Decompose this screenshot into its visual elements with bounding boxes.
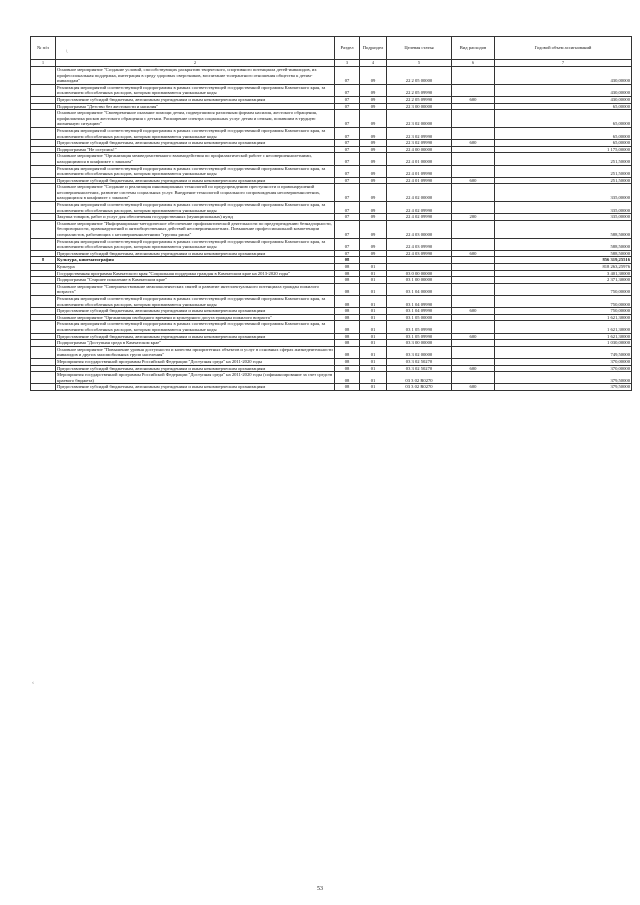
- table-row: [31, 250, 632, 257]
- index-cell: 3: [335, 60, 360, 67]
- table-row: [31, 67, 632, 85]
- row-subsection-cell: 09: [360, 127, 387, 139]
- row-expense-type-cell: 600: [452, 250, 495, 257]
- table-row: [31, 372, 632, 384]
- row-num-cell: [31, 321, 56, 333]
- table-row: [31, 220, 632, 238]
- row-name-cell: Реализация мероприятий соответствующей подпрограммы в рамках соответствующей государственной программы Камчатского края, за исключением обособленных расходов, которым присваиваются уникальные коды: [56, 165, 335, 177]
- row-expense-type-cell: [452, 372, 495, 384]
- header-cell-amount: Годовой объем ассигнований: [495, 37, 632, 60]
- row-amount-cell: 750,00000: [495, 308, 632, 315]
- row-target-item-cell: 22 4 02 09990: [387, 214, 452, 221]
- row-num-cell: [31, 270, 56, 277]
- page-number: 53: [317, 886, 323, 892]
- row-expense-type-cell: [452, 153, 495, 165]
- row-amount-cell: 65,00000: [495, 110, 632, 128]
- row-name-cell: Подпрограмма "Старшее поколение в Камчатском крае": [56, 277, 335, 284]
- row-amount-cell: 379,50000: [495, 372, 632, 384]
- row-name-cell: Подпрограмма "Не оступись!": [56, 146, 335, 153]
- row-target-item-cell: 03 3 02 50270: [387, 365, 452, 372]
- row-subsection-cell: 09: [360, 184, 387, 202]
- row-section-cell: 07: [335, 214, 360, 221]
- table-row: [31, 140, 632, 147]
- row-name-cell: Основное мероприятие "Своевременное оказание помощи детям, подвергшимся различным формам насилия, жестокого обращения, профилактика рисков жестокого обращения с детьми. Расширение спектра социальных услуг детям и семьям, попавшим в трудную жизненную ситуацию": [56, 110, 335, 128]
- row-amount-cell: 750,00000: [495, 295, 632, 307]
- row-section-cell: 07: [335, 184, 360, 202]
- row-name-cell: Основное мероприятие "Создание условий, способствующих раскрытию творческого, спортивного потенциала детей-инвалидов, их профессиональная поддержка, интеграция в среду здоровых сверстников, воспитание толерантного отношения общества к детям-инвалидам": [56, 67, 335, 85]
- row-section-cell: 08: [335, 295, 360, 307]
- table-row: [31, 295, 632, 307]
- row-target-item-cell: 22 3 02 09990: [387, 140, 452, 147]
- row-subsection-cell: 09: [360, 110, 387, 128]
- row-expense-type-cell: 600: [452, 96, 495, 103]
- index-cell: 6: [452, 60, 495, 67]
- row-section-cell: 07: [335, 202, 360, 214]
- row-expense-type-cell: [452, 277, 495, 284]
- row-name-cell: Подпрограмма "Доступная среда в Камчатском крае": [56, 340, 335, 347]
- row-amount-cell: 1 621,30000: [495, 314, 632, 321]
- row-name-cell: Основное мероприятие "Создание и реализация инновационных технологий по предупреждению преступности и правонарушений несовершеннолетних, развитие системы социальных услуг. Внедрение технологий социального сопровождения несовершеннолетних, находящихся в конфликте с законом": [56, 184, 335, 202]
- row-section-cell: 08: [335, 321, 360, 333]
- row-num-cell: [31, 333, 56, 340]
- row-expense-type-cell: [452, 314, 495, 321]
- table-row: [31, 340, 632, 347]
- row-name-cell: Мероприятия государственной программы Российской Федерации "Доступная среда" на 2011-2020 годы (софинансирование за счет средств краевого бюджета): [56, 372, 335, 384]
- row-num-cell: [31, 214, 56, 221]
- row-section-cell: 08: [335, 358, 360, 365]
- row-name-cell: Предоставление субсидий бюджетным, автономным учреждениям и иным некоммерческим организациям: [56, 140, 335, 147]
- row-num-cell: [31, 365, 56, 372]
- row-section-cell: 08: [335, 277, 360, 284]
- row-subsection-cell: 01: [360, 314, 387, 321]
- row-expense-type-cell: [452, 67, 495, 85]
- row-num-cell: [31, 264, 56, 271]
- row-section-cell: 08: [335, 340, 360, 347]
- row-expense-type-cell: 600: [452, 140, 495, 147]
- row-name-cell: Основное мероприятие "Информационно-методическое обеспечение профилактической деятельности по предупреждению безнадзорности, беспризорности, правонарушений и антиобщественных действий несовершеннолетних. Повышение профессиональной компетенции специалистов, работающих с несовершеннолетними "группы риска": [56, 220, 335, 238]
- row-amount-cell: 65,00000: [495, 127, 632, 139]
- table-row: [31, 127, 632, 139]
- row-subsection-cell: 01: [360, 372, 387, 384]
- row-amount-cell: 588,50000: [495, 220, 632, 238]
- row-amount-cell: 379,50000: [495, 384, 632, 391]
- row-name-cell: Мероприятия государственной программы Российской Федерации "Доступная среда" на 2011-2020 годы: [56, 358, 335, 365]
- table-row: [31, 283, 632, 295]
- row-num-cell: [31, 184, 56, 202]
- row-num-cell: [31, 84, 56, 96]
- row-section-cell: 07: [335, 146, 360, 153]
- row-num-cell: [31, 165, 56, 177]
- header-cell-subsection: Подраздел: [360, 37, 387, 60]
- row-expense-type-cell: [452, 184, 495, 202]
- row-section-cell: 07: [335, 238, 360, 250]
- row-subsection-cell: 01: [360, 283, 387, 295]
- row-target-item-cell: 03 0 00 00000: [387, 270, 452, 277]
- row-num-cell: [31, 177, 56, 184]
- table-row: [31, 384, 632, 391]
- row-name-cell: Культура, кинематография: [56, 257, 335, 264]
- row-num-cell: [31, 277, 56, 284]
- row-num-cell: [31, 96, 56, 103]
- row-target-item-cell: 03 1 05 09990: [387, 321, 452, 333]
- table-row: [31, 346, 632, 358]
- row-target-item-cell: 03 1 05 09990: [387, 333, 452, 340]
- row-target-item-cell: 22 4 03 09990: [387, 250, 452, 257]
- row-target-item-cell: 03 3 02 50270: [387, 358, 452, 365]
- row-expense-type-cell: [452, 270, 495, 277]
- row-amount-cell: 430,00000: [495, 84, 632, 96]
- row-target-item-cell: 22 4 01 00000: [387, 153, 452, 165]
- index-cell: 4: [360, 60, 387, 67]
- row-expense-type-cell: [452, 84, 495, 96]
- row-subsection-cell: 09: [360, 96, 387, 103]
- row-target-item-cell: 22 2 05 09990: [387, 96, 452, 103]
- row-target-item-cell: 22 3 02 09990: [387, 127, 452, 139]
- table-row: [31, 333, 632, 340]
- table-row: [31, 314, 632, 321]
- table-row: [31, 96, 632, 103]
- row-amount-cell: 65,00000: [495, 103, 632, 110]
- table-row: [31, 177, 632, 184]
- row-expense-type-cell: [452, 346, 495, 358]
- row-subsection-cell: 01: [360, 295, 387, 307]
- row-name-cell: Государственная программа Камчатского края "Социальная поддержка граждан в Камчатском крае на 2013-2020 годы": [56, 270, 335, 277]
- row-target-item-cell: 03 3 02 R0270: [387, 372, 452, 384]
- row-num-cell: [31, 340, 56, 347]
- row-name-cell: Предоставление субсидий бюджетным, автономным учреждениям и иным некоммерческим организациям: [56, 308, 335, 315]
- row-num-cell: [31, 314, 56, 321]
- row-subsection-cell: 01: [360, 340, 387, 347]
- index-cell: 1: [31, 60, 56, 67]
- row-num-cell: [31, 140, 56, 147]
- row-target-item-cell: 22 2 05 00000: [387, 67, 452, 85]
- row-subsection-cell: 01: [360, 321, 387, 333]
- row-expense-type-cell: [452, 110, 495, 128]
- row-expense-type-cell: [452, 358, 495, 365]
- header-scan-mark: \: [66, 50, 68, 55]
- row-section-cell: 08: [335, 333, 360, 340]
- row-section-cell: 08: [335, 372, 360, 384]
- row-num-cell: [31, 67, 56, 85]
- row-amount-cell: 750,00000: [495, 283, 632, 295]
- row-expense-type-cell: [452, 238, 495, 250]
- row-target-item-cell: 03 1 04 09990: [387, 308, 452, 315]
- table-row: [31, 264, 632, 271]
- row-target-item-cell: [387, 257, 452, 264]
- row-expense-type-cell: 600: [452, 365, 495, 372]
- row-num-cell: [31, 295, 56, 307]
- row-target-item-cell: 22 4 00 00000: [387, 146, 452, 153]
- row-section-cell: 07: [335, 96, 360, 103]
- table-row: [31, 308, 632, 315]
- row-expense-type-cell: [452, 165, 495, 177]
- table-row: [31, 153, 632, 165]
- row-expense-type-cell: 600: [452, 384, 495, 391]
- row-amount-cell: 370,00000: [495, 358, 632, 365]
- row-expense-type-cell: [452, 220, 495, 238]
- row-name-cell: Реализация мероприятий соответствующей подпрограммы в рамках соответствующей государственной программы Камчатского края, за исключением обособленных расходов, которым присваиваются уникальные коды: [56, 295, 335, 307]
- row-num-cell: [31, 308, 56, 315]
- row-subsection-cell: 09: [360, 140, 387, 147]
- row-target-item-cell: 22 4 01 09990: [387, 165, 452, 177]
- row-expense-type-cell: 600: [452, 333, 495, 340]
- row-subsection-cell: 09: [360, 84, 387, 96]
- row-subsection-cell: 09: [360, 67, 387, 85]
- row-amount-cell: 2 371,30000: [495, 277, 632, 284]
- header-cell-target-item: Целевая статья: [387, 37, 452, 60]
- row-name-cell: Реализация мероприятий соответствующей подпрограммы в рамках соответствующей государственной программы Камчатского края, за исключением обособленных расходов, которым присваиваются уникальные коды: [56, 238, 335, 250]
- table-row: [31, 270, 632, 277]
- row-subsection-cell: 01: [360, 365, 387, 372]
- row-subsection-cell: 01: [360, 308, 387, 315]
- row-expense-type-cell: [452, 321, 495, 333]
- table-row: [31, 146, 632, 153]
- row-expense-type-cell: 600: [452, 308, 495, 315]
- table-row: [31, 110, 632, 128]
- row-expense-type-cell: 200: [452, 214, 495, 221]
- row-amount-cell: 1 621,30000: [495, 333, 632, 340]
- row-name-cell: Культура: [56, 264, 335, 271]
- row-target-item-cell: 22 4 01 09990: [387, 177, 452, 184]
- row-amount-cell: 588,50000: [495, 250, 632, 257]
- row-target-item-cell: 22 3 02 00000: [387, 110, 452, 128]
- row-expense-type-cell: [452, 257, 495, 264]
- row-section-cell: 07: [335, 177, 360, 184]
- row-subsection-cell: 09: [360, 202, 387, 214]
- row-name-cell: Реализация мероприятий соответствующей подпрограммы в рамках соответствующей государственной программы Камчатского края, за исключением обособленных расходов, которым присваиваются уникальные коды: [56, 84, 335, 96]
- row-section-cell: 08: [335, 308, 360, 315]
- row-name-cell: Предоставление субсидий бюджетным, автономным учреждениям и иным некоммерческим организациям: [56, 365, 335, 372]
- row-subsection-cell: 09: [360, 146, 387, 153]
- row-amount-cell: 65,00000: [495, 140, 632, 147]
- row-section-cell: 07: [335, 103, 360, 110]
- row-amount-cell: 1 621,30000: [495, 321, 632, 333]
- row-num-cell: [31, 220, 56, 238]
- table-row: [31, 358, 632, 365]
- row-amount-cell: 335,00000: [495, 184, 632, 202]
- row-num-cell: [31, 238, 56, 250]
- row-expense-type-cell: [452, 340, 495, 347]
- row-subsection-cell: 09: [360, 214, 387, 221]
- row-expense-type-cell: [452, 202, 495, 214]
- budget-table: [30, 36, 632, 391]
- row-amount-cell: 251,50000: [495, 165, 632, 177]
- table-row: [31, 84, 632, 96]
- row-section-cell: 07: [335, 84, 360, 96]
- row-name-cell: Предоставление субсидий бюджетным, автономным учреждениям и иным некоммерческим организациям: [56, 177, 335, 184]
- row-name-cell: Предоставление субсидий бюджетным, автономным учреждениям и иным некоммерческим организациям: [56, 384, 335, 391]
- row-name-cell: Основное мероприятие "Совершенствование межпоколенческих связей и развитие интеллектуального потенциала граждан пожилого возраста": [56, 283, 335, 295]
- table-row: [31, 202, 632, 214]
- row-num-cell: [31, 358, 56, 365]
- row-num-cell: [31, 103, 56, 110]
- row-expense-type-cell: [452, 264, 495, 271]
- row-expense-type-cell: [452, 146, 495, 153]
- row-section-cell: 08: [335, 283, 360, 295]
- row-target-item-cell: 03 3 00 00000: [387, 340, 452, 347]
- table-row: [31, 238, 632, 250]
- row-section-cell: 08: [335, 270, 360, 277]
- row-amount-cell: 818 263,25976: [495, 264, 632, 271]
- row-amount-cell: 749,50000: [495, 346, 632, 358]
- row-section-cell: 07: [335, 140, 360, 147]
- row-expense-type-cell: [452, 295, 495, 307]
- row-amount-cell: 588,50000: [495, 238, 632, 250]
- row-num-cell: [31, 110, 56, 128]
- row-amount-cell: 3 401,30000: [495, 270, 632, 277]
- row-num-cell: [31, 202, 56, 214]
- row-expense-type-cell: [452, 103, 495, 110]
- row-subsection-cell: 09: [360, 103, 387, 110]
- row-subsection-cell: 09: [360, 220, 387, 238]
- row-target-item-cell: 22 4 03 00000: [387, 220, 452, 238]
- row-name-cell: Подпрограмма "Детство без жестокости и насилия": [56, 103, 335, 110]
- row-name-cell: Основное мероприятие "Организация межведомственного взаимодействия по профилактической работе с несовершеннолетними, находящимися в конфликте с законом": [56, 153, 335, 165]
- row-amount-cell: 856 319,25516: [495, 257, 632, 264]
- row-target-item-cell: 03 3 02 00000: [387, 346, 452, 358]
- index-cell: 7: [495, 60, 632, 67]
- row-amount-cell: 251,50000: [495, 177, 632, 184]
- row-section-cell: 07: [335, 110, 360, 128]
- row-num-cell: [31, 153, 56, 165]
- row-num-cell: [31, 372, 56, 384]
- row-section-cell: 08: [335, 314, 360, 321]
- row-expense-type-cell: 600: [452, 177, 495, 184]
- row-target-item-cell: 22 2 05 09990: [387, 84, 452, 96]
- row-section-cell: 08: [335, 365, 360, 372]
- row-name-cell: Предоставление субсидий бюджетным, автономным учреждениям и иным некоммерческим организациям: [56, 96, 335, 103]
- row-target-item-cell: 22 4 03 09990: [387, 238, 452, 250]
- row-num-cell: [31, 127, 56, 139]
- row-section-cell: 07: [335, 153, 360, 165]
- row-num-cell: 8: [31, 257, 56, 264]
- row-subsection-cell: 09: [360, 153, 387, 165]
- row-subsection-cell: 01: [360, 384, 387, 391]
- table-row: [31, 257, 632, 264]
- row-section-cell: 07: [335, 220, 360, 238]
- row-section-cell: 08: [335, 346, 360, 358]
- row-amount-cell: 370,00000: [495, 365, 632, 372]
- row-target-item-cell: 22 3 00 00000: [387, 103, 452, 110]
- row-section-cell: 08: [335, 257, 360, 264]
- row-subsection-cell: 09: [360, 250, 387, 257]
- row-num-cell: [31, 384, 56, 391]
- table-row: [31, 103, 632, 110]
- row-num-cell: [31, 146, 56, 153]
- row-amount-cell: 335,00000: [495, 202, 632, 214]
- row-target-item-cell: 22 4 02 00000: [387, 184, 452, 202]
- row-amount-cell: 1 175,00000: [495, 146, 632, 153]
- table-row: [31, 277, 632, 284]
- row-target-item-cell: 03 1 04 09990: [387, 295, 452, 307]
- index-cell: 2: [56, 60, 335, 67]
- index-cell: 5: [387, 60, 452, 67]
- row-subsection-cell: [360, 257, 387, 264]
- table-header: [31, 37, 632, 67]
- row-subsection-cell: 01: [360, 270, 387, 277]
- table-row: [31, 184, 632, 202]
- header-cell-name: [56, 37, 335, 60]
- row-expense-type-cell: [452, 283, 495, 295]
- row-name-cell: Реализация мероприятий соответствующей подпрограммы в рамках соответствующей государственной программы Камчатского края, за исключением обособленных расходов, которым присваиваются уникальные коды: [56, 321, 335, 333]
- row-target-item-cell: 03 1 00 00000: [387, 277, 452, 284]
- row-name-cell: Основное мероприятие "Повышение уровня доступности и качества приоритетных объектов и услуг в основных сферах жизнедеятельности инвалидов и других маломобильных групп населения": [57, 346, 333, 358]
- row-section-cell: 07: [335, 250, 360, 257]
- header-cell-num: № п/п: [31, 37, 56, 60]
- header-cell-expense-type: Вид расходов: [452, 37, 495, 60]
- row-name-cell: Предоставление субсидий бюджетным, автономным учреждениям и иным некоммерческим организациям: [56, 250, 335, 257]
- row-num-cell: [31, 283, 56, 295]
- row-amount-cell: 430,00000: [495, 67, 632, 85]
- row-section-cell: 07: [335, 67, 360, 85]
- row-subsection-cell: 01: [360, 358, 387, 365]
- row-subsection-cell: 01: [360, 264, 387, 271]
- row-num-cell: [31, 250, 56, 257]
- row-section-cell: 08: [335, 384, 360, 391]
- row-subsection-cell: 01: [360, 277, 387, 284]
- table-row: [31, 365, 632, 372]
- row-subsection-cell: 09: [360, 177, 387, 184]
- row-amount-cell: 430,00000: [495, 96, 632, 103]
- table-row: [31, 321, 632, 333]
- table-row: [31, 214, 632, 221]
- row-target-item-cell: 03 1 04 00000: [387, 283, 452, 295]
- row-subsection-cell: 01: [360, 346, 387, 358]
- row-name-cell: Закупка товаров, работ и услуг для обеспечения государственных (муниципальных) нужд: [56, 214, 335, 221]
- header-cell-section: Раздел: [335, 37, 360, 60]
- row-amount-cell: 1 030,00000: [495, 340, 632, 347]
- row-subsection-cell: 09: [360, 238, 387, 250]
- row-target-item-cell: 03 1 05 00000: [387, 314, 452, 321]
- row-name-cell: Основное мероприятие "Организация свободного времени и культурного досуга граждан пожилого возраста": [56, 314, 335, 321]
- row-amount-cell: 335,00000: [495, 214, 632, 221]
- row-section-cell: 07: [335, 127, 360, 139]
- row-num-cell: [31, 346, 56, 358]
- margin-mark: ‹: [32, 680, 34, 686]
- row-name-cell: Реализация мероприятий соответствующей подпрограммы в рамках соответствующей государственной программы Камчатского края, за исключением обособленных расходов, которым присваиваются уникальные коды: [56, 127, 335, 139]
- row-section-cell: 08: [335, 264, 360, 271]
- row-name-cell: Предоставление субсидий бюджетным, автономным учреждениям и иным некоммерческим организациям: [56, 333, 335, 340]
- row-expense-type-cell: [452, 127, 495, 139]
- row-target-item-cell: [387, 264, 452, 271]
- row-subsection-cell: 01: [360, 333, 387, 340]
- row-target-item-cell: 03 3 02 R0270: [387, 384, 452, 391]
- row-name-cell: Реализация мероприятий соответствующей подпрограммы в рамках соответствующей государственной программы Камчатского края, за исключением обособленных расходов, которым присваиваются уникальные коды: [56, 202, 335, 214]
- row-target-item-cell: 22 4 02 09990: [387, 202, 452, 214]
- row-subsection-cell: 09: [360, 165, 387, 177]
- row-section-cell: 07: [335, 165, 360, 177]
- table-row: [31, 165, 632, 177]
- table-body: [31, 67, 632, 391]
- row-amount-cell: 251,50000: [495, 153, 632, 165]
